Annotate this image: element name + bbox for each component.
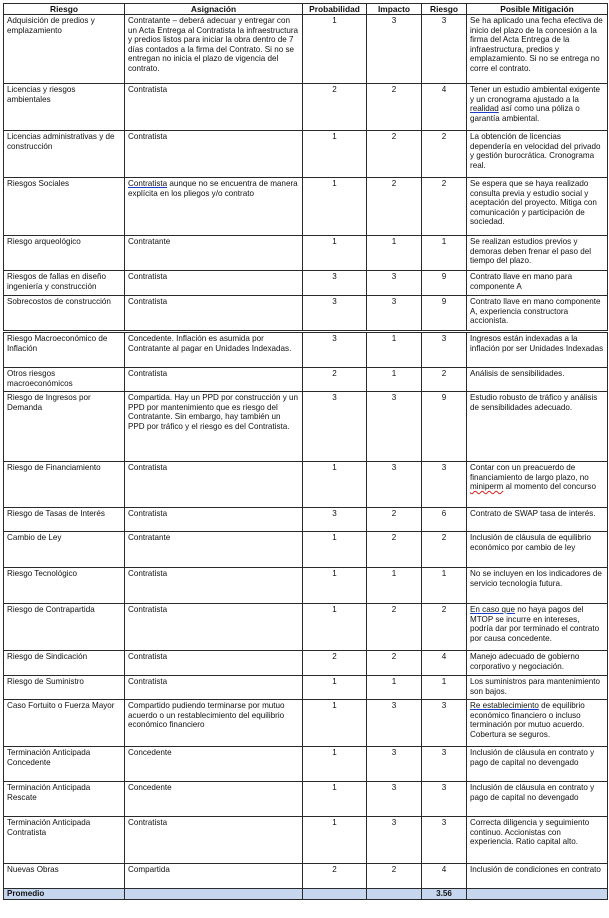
assignment: Contratista <box>125 296 303 332</box>
mitigation: Inclusión de cláusula en contrato y pago de capital no devengado <box>467 747 608 782</box>
risk-name: Nuevas Obras <box>4 864 125 889</box>
table-row <box>4 296 608 332</box>
impact: 3 <box>367 462 422 508</box>
mitigation: Contrato de SWAP tasa de interés. <box>467 508 608 532</box>
risk-name: Terminación Anticipada Concedente <box>4 747 125 782</box>
assignment: Contratista <box>125 84 303 131</box>
impact: 1 <box>367 676 422 700</box>
impact: 1 <box>367 236 422 271</box>
impact: 1 <box>367 568 422 604</box>
impact: 2 <box>367 864 422 889</box>
impact: 2 <box>367 84 422 131</box>
spellcheck-word: miniperm <box>470 482 504 492</box>
assignment: Contratista <box>125 462 303 508</box>
probability: 1 <box>303 747 367 782</box>
impact: 2 <box>367 131 422 178</box>
table-row <box>4 508 608 532</box>
risk-value: 9 <box>422 271 467 296</box>
risk-name: Licencias administrativas y de construcción <box>4 131 125 178</box>
mitigation-text: no haya pagos del MTOP se incurre en intereses, podría dar por terminado el contrato por causa concedente. <box>470 605 600 643</box>
mitigation-text: Tener un estudio ambiental exigente y un cronograma ajustado a la <box>470 85 601 104</box>
risk-value: 4 <box>422 84 467 131</box>
impact: 2 <box>367 651 422 676</box>
impact: 1 <box>367 368 422 392</box>
table-row <box>4 271 608 296</box>
probability: 1 <box>303 532 367 568</box>
assignment: Concedente. Inflación es asumida por Contratante al pagar en Unidades Indexadas. <box>125 332 303 368</box>
risk-name: Terminación Anticipada Rescate <box>4 782 125 817</box>
mitigation <box>467 700 608 747</box>
impact: 2 <box>367 532 422 568</box>
impact: 3 <box>367 700 422 747</box>
risk-value: 1 <box>422 568 467 604</box>
risk-name: Riesgos Sociales <box>4 178 125 236</box>
impact: 3 <box>367 392 422 462</box>
mitigation: Se espera que se haya realizado consulta previa y estudio social y aceptación del proyecto. Mitiga con comunicación y participación de sociedad. <box>467 178 608 236</box>
risk-value: 4 <box>422 864 467 889</box>
probability: 1 <box>303 178 367 236</box>
table-row <box>4 178 608 236</box>
mitigation-text: Contar con un preacuerdo de financiamiento de largo plazo, no <box>470 463 589 482</box>
assignment: Concedente <box>125 782 303 817</box>
probability: 1 <box>303 462 367 508</box>
average-value: 3.56 <box>422 889 467 900</box>
assignment: Compartida. Hay un PPD por construcción y un PPD por mantenimiento que es riesgo del Contratante. Sin embargo, hay también un PPD por tráfico y el riesgo es del Contratista. <box>125 392 303 462</box>
table-row <box>4 368 608 392</box>
impact: 1 <box>367 332 422 368</box>
risk-value: 3 <box>422 700 467 747</box>
probability: 1 <box>303 676 367 700</box>
mitigation: Análisis de sensibilidades. <box>467 368 608 392</box>
risk-value: 2 <box>422 604 467 651</box>
impact: 3 <box>367 782 422 817</box>
mitigation: Contrato llave en mano componente A, experiencia constructora accionista. <box>467 296 608 332</box>
mitigation: Ingresos están indexadas a la inflación por ser Unidades Indexadas <box>467 332 608 368</box>
assignment <box>125 178 303 236</box>
header-impacto: Impacto <box>367 4 422 15</box>
risk-value: 9 <box>422 392 467 462</box>
mitigation: La obtención de licencias dependería en velocidad del privado y gestión burocrática. Cronograma real. <box>467 131 608 178</box>
probability: 1 <box>303 15 367 84</box>
risk-name: Terminación Anticipada Contratista <box>4 817 125 864</box>
header-probabilidad: Probabilidad <box>303 4 367 15</box>
probability: 1 <box>303 236 367 271</box>
impact: 2 <box>367 508 422 532</box>
mitigation <box>467 462 608 508</box>
header-riesgo: Riesgo <box>4 4 125 15</box>
average-row <box>4 889 608 900</box>
mitigation-text: de equilibrio económico financiero o incluso terminación por mutuo acuerdo. Cobertura se seguros. <box>470 701 585 739</box>
impact: 2 <box>367 604 422 651</box>
risk-name: Riesgo de Suministro <box>4 676 125 700</box>
assignment: Contratante <box>125 236 303 271</box>
assignment: Contratante <box>125 532 303 568</box>
risk-value: 3 <box>422 462 467 508</box>
probability: 1 <box>303 817 367 864</box>
table-row <box>4 782 608 817</box>
underlined-word: Contratista <box>128 179 168 188</box>
table-row <box>4 392 608 462</box>
probability: 1 <box>303 782 367 817</box>
mitigation-text: al momento del concurso <box>503 482 596 492</box>
assignment: Contratista <box>125 817 303 864</box>
probability: 3 <box>303 271 367 296</box>
impact: 3 <box>367 747 422 782</box>
impact: 3 <box>367 271 422 296</box>
risk-value: 1 <box>422 236 467 271</box>
mitigation: Estudio robusto de tráfico y análisis de sensibilidades adecuado. <box>467 392 608 462</box>
mitigation: Inclusión de cláusula de equilibrio económico por cambio de ley <box>467 532 608 568</box>
assignment-text: aunque no se encuentra de manera explícita en los pliegos y/o contrato <box>128 179 298 198</box>
table-row <box>4 332 608 368</box>
risk-value: 2 <box>422 368 467 392</box>
risk-name: Riesgo Macroeconómico de Inflación <box>4 332 125 368</box>
probability: 2 <box>303 84 367 131</box>
risk-name: Otros riesgos macroeconómicos <box>4 368 125 392</box>
mitigation: Correcta diligencia y seguimiento continuo. Accionistas con experiencia. Ratio capital alto. <box>467 817 608 864</box>
mitigation <box>467 84 608 131</box>
assignment: Contratista <box>125 131 303 178</box>
underlined-word: Re establecimiento <box>470 701 539 710</box>
assignment: Compartida <box>125 864 303 889</box>
assignment: Contratista <box>125 368 303 392</box>
risk-matrix-table <box>3 3 608 900</box>
table-row <box>4 651 608 676</box>
risk-value: 2 <box>422 178 467 236</box>
header-riesgo-value: Riesgo <box>422 4 467 15</box>
header-asignacion: Asignación <box>125 4 303 15</box>
risk-name: Riesgos de fallas en diseño ingeniería y construcción <box>4 271 125 296</box>
probability: 1 <box>303 131 367 178</box>
average-empty-cell <box>125 889 303 900</box>
assignment: Contratante – deberá adecuar y entregar con un Acta Entrega al Contratista la infraestructura y predios listos para iniciar la obra dentro de 7 días contados a la firma del Contrato. Si no se entregan no inicia el plazo de vigencia del contrato. <box>125 15 303 84</box>
risk-name: Riesgo de Contrapartida <box>4 604 125 651</box>
table-row <box>4 568 608 604</box>
mitigation: Inclusión de cláusula en contrato y pago de capital no devengado <box>467 782 608 817</box>
probability: 1 <box>303 700 367 747</box>
header-mitigacion: Posible Mitigación <box>467 4 608 15</box>
assignment: Concedente <box>125 747 303 782</box>
mitigation: No se incluyen en los indicadores de servicio tecnología futura. <box>467 568 608 604</box>
table-row <box>4 131 608 178</box>
assignment: Contratista <box>125 568 303 604</box>
mitigation: Contrato llave en mano para componente A <box>467 271 608 296</box>
risk-name: Adquisición de predios y emplazamiento <box>4 15 125 84</box>
table-row <box>4 700 608 747</box>
assignment: Contratista <box>125 271 303 296</box>
risk-value: 3 <box>422 817 467 864</box>
table-row <box>4 676 608 700</box>
risk-value: 2 <box>422 131 467 178</box>
probability: 2 <box>303 651 367 676</box>
risk-value: 3 <box>422 747 467 782</box>
risk-name: Riesgo de Ingresos por Demanda <box>4 392 125 462</box>
assignment: Contratista <box>125 508 303 532</box>
table-row <box>4 462 608 508</box>
impact: 3 <box>367 15 422 84</box>
table-row <box>4 84 608 131</box>
risk-name: Sobrecostos de construcción <box>4 296 125 332</box>
average-empty-cell <box>367 889 422 900</box>
impact: 3 <box>367 296 422 332</box>
average-empty-cell <box>467 889 608 900</box>
probability: 3 <box>303 332 367 368</box>
assignment: Contratista <box>125 604 303 651</box>
assignment: Contratista <box>125 676 303 700</box>
impact: 3 <box>367 817 422 864</box>
impact: 2 <box>367 178 422 236</box>
mitigation: Los suministros para mantenimiento son bajos. <box>467 676 608 700</box>
mitigation: Se realizan estudios previos y demoras deben frenar el paso del tiempo del plazo. <box>467 236 608 271</box>
risk-name: Riesgo arqueológico <box>4 236 125 271</box>
table-row <box>4 817 608 864</box>
risk-name: Riesgo de Sindicación <box>4 651 125 676</box>
probability: 2 <box>303 368 367 392</box>
probability: 3 <box>303 296 367 332</box>
risk-value: 3 <box>422 332 467 368</box>
risk-value: 3 <box>422 15 467 84</box>
mitigation: Inclusión de condiciones en contrato <box>467 864 608 889</box>
assignment: Compartido pudiendo terminarse por mutuo acuerdo o un restablecimiento del equilibrio económico financiero <box>125 700 303 747</box>
risk-value: 3 <box>422 782 467 817</box>
table-row <box>4 532 608 568</box>
mitigation: Se ha aplicado una fecha efectiva de inicio del plazo de la concesión a la firma del Acta Entrega de la infraestructura, predios y emplazamiento. Si no se entrega no corre el contrato. <box>467 15 608 84</box>
average-empty-cell <box>303 889 367 900</box>
probability: 1 <box>303 604 367 651</box>
risk-name: Riesgo Tecnológico <box>4 568 125 604</box>
risk-value: 6 <box>422 508 467 532</box>
risk-name: Riesgo de Tasas de Interés <box>4 508 125 532</box>
risk-value: 2 <box>422 532 467 568</box>
table-row <box>4 236 608 271</box>
risk-value: 4 <box>422 651 467 676</box>
risk-name: Riesgo de Financiamiento <box>4 462 125 508</box>
probability: 3 <box>303 392 367 462</box>
probability: 1 <box>303 568 367 604</box>
probability: 3 <box>303 508 367 532</box>
underlined-word: En caso que <box>470 605 515 614</box>
table-row <box>4 604 608 651</box>
mitigation-text: así como una póliza o garantía ambiental. <box>470 104 580 123</box>
table-row <box>4 15 608 84</box>
risk-name: Licencias y riesgos ambientales <box>4 84 125 131</box>
risk-name: Cambio de Ley <box>4 532 125 568</box>
assignment: Contratista <box>125 651 303 676</box>
risk-value: 9 <box>422 296 467 332</box>
probability: 2 <box>303 864 367 889</box>
average-label: Promedio <box>4 889 125 900</box>
table-row <box>4 864 608 889</box>
mitigation: Manejo adecuado de gobierno corporativo y negociación. <box>467 651 608 676</box>
mitigation <box>467 604 608 651</box>
risk-name: Caso Fortuito o Fuerza Mayor <box>4 700 125 747</box>
table-row <box>4 747 608 782</box>
header-row <box>4 4 608 15</box>
risk-value: 1 <box>422 676 467 700</box>
underlined-word: realidad <box>470 104 499 114</box>
